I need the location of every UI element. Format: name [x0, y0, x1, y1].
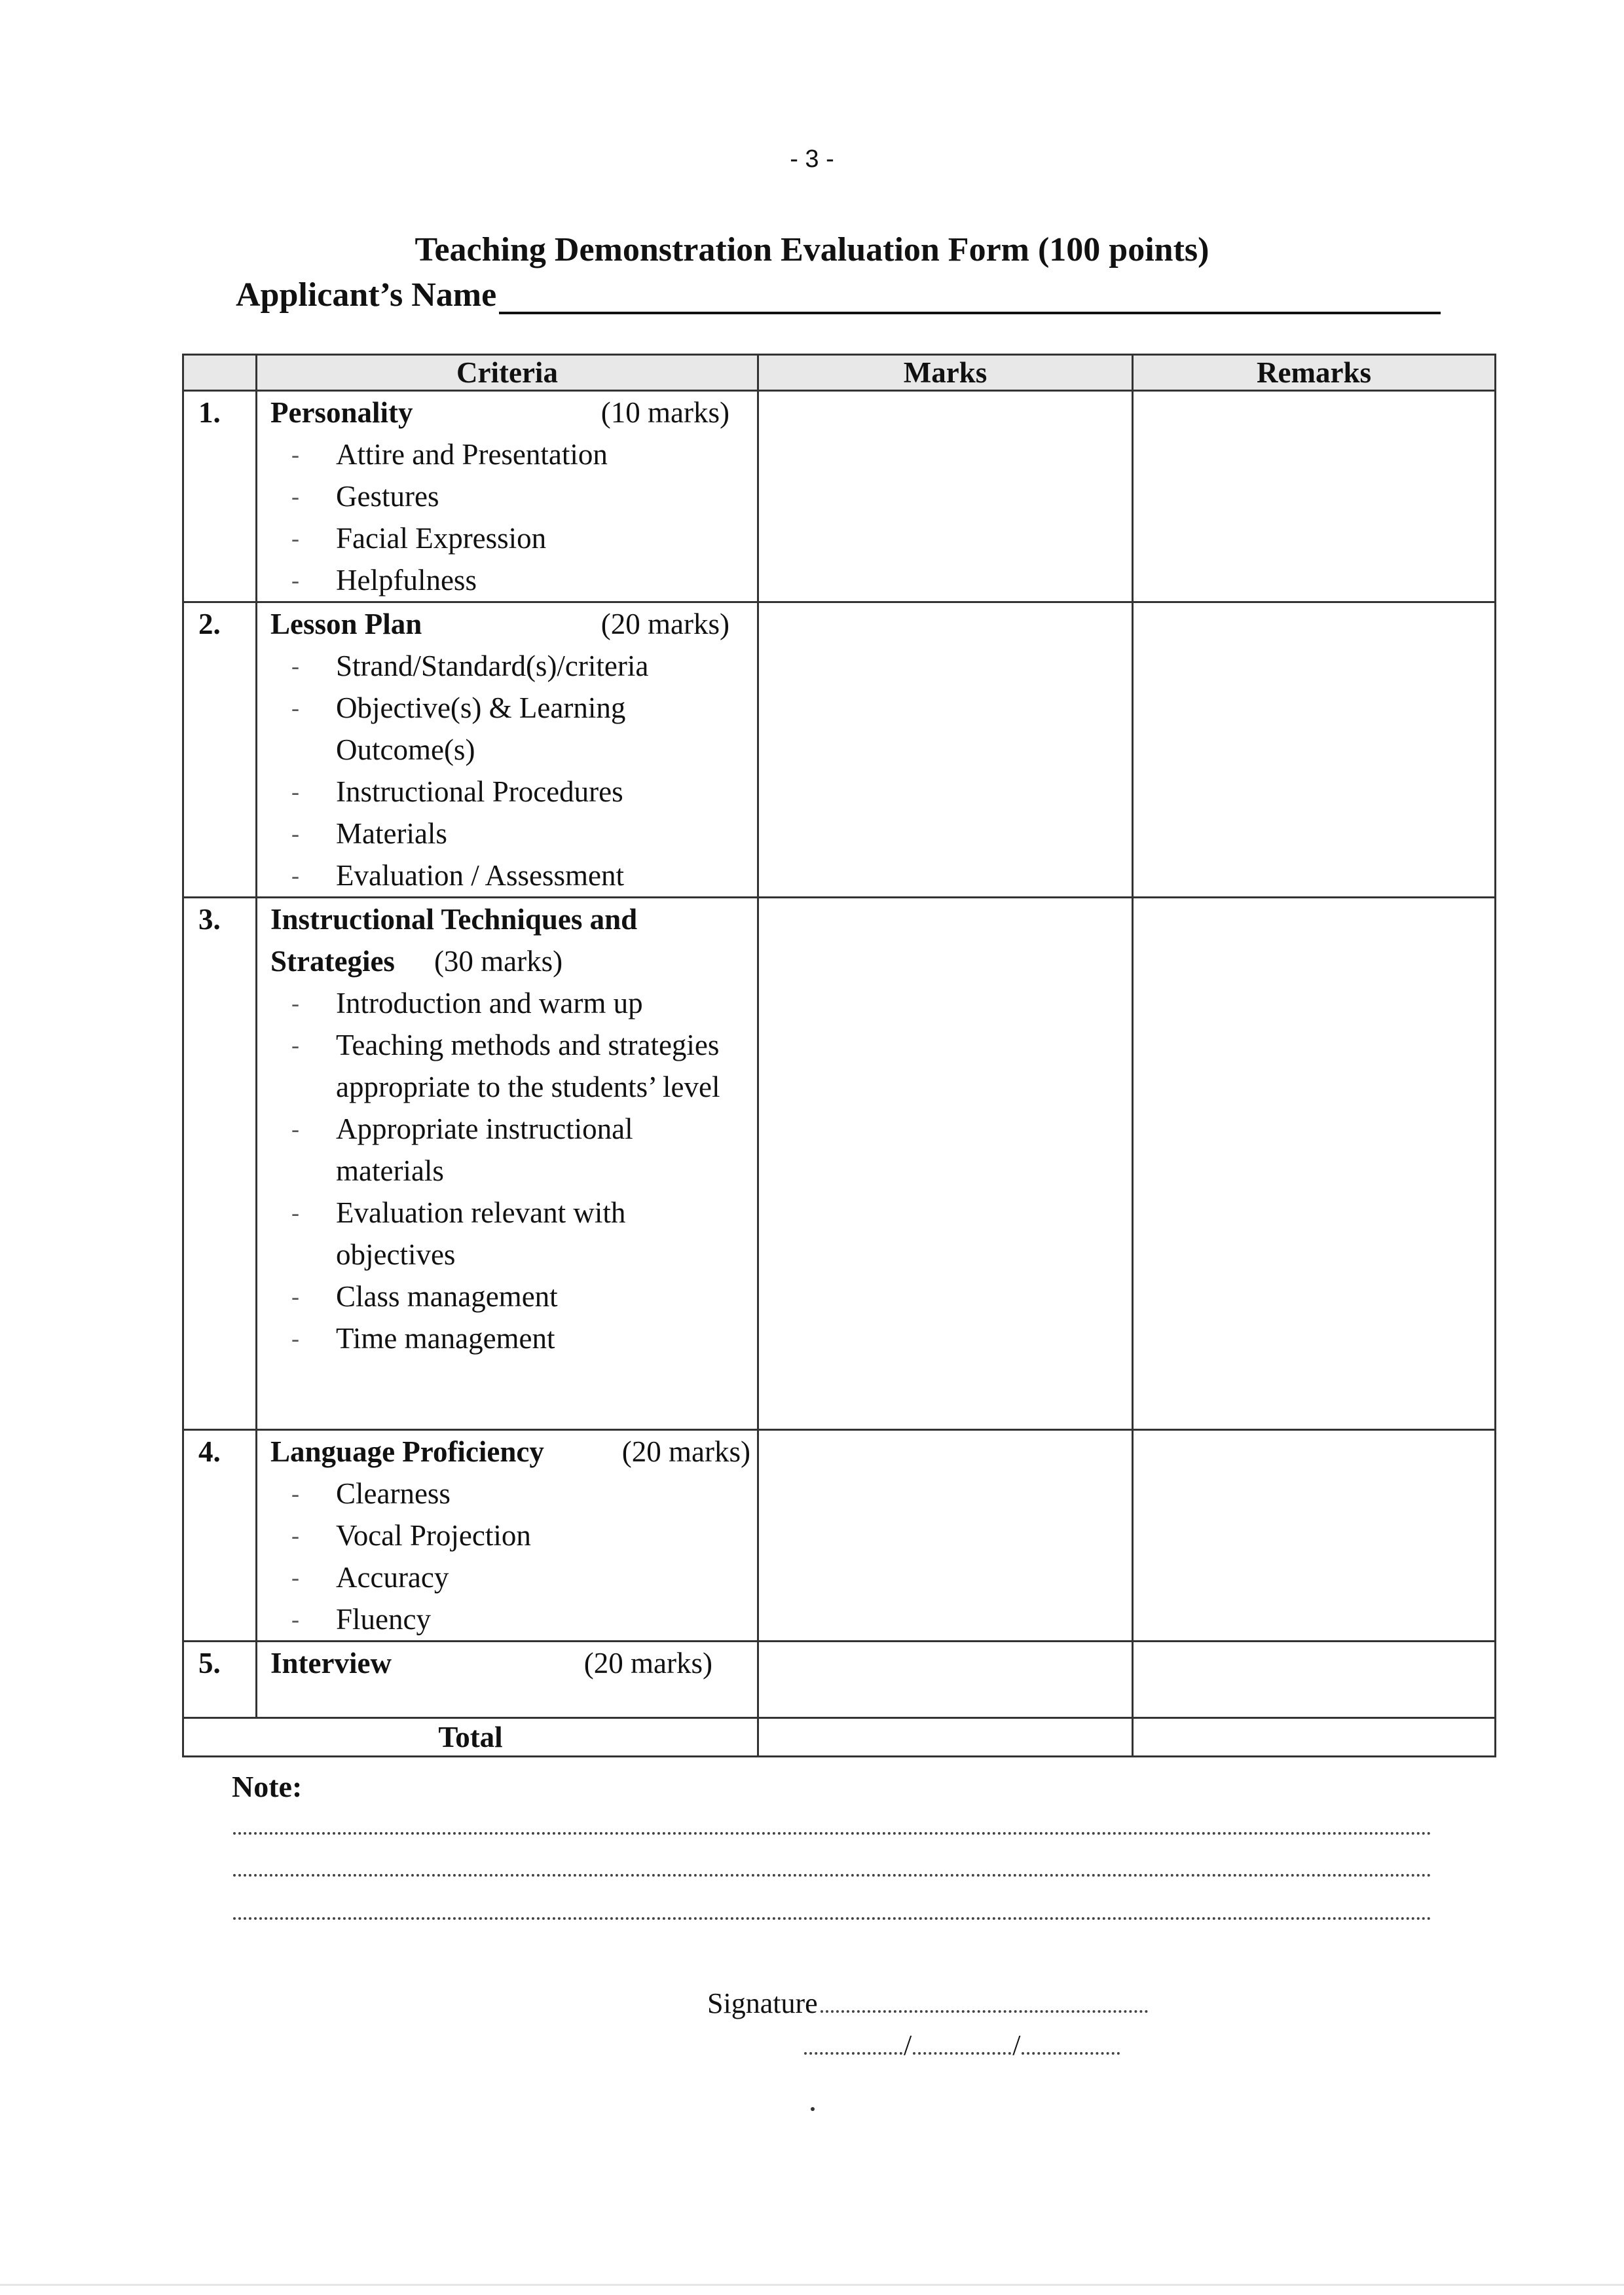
note-line[interactable] — [233, 1832, 1431, 1835]
criteria-subitem: - Attire and Presentation — [336, 433, 750, 475]
header-number — [183, 355, 257, 391]
criteria-subitem: - Materials — [336, 813, 750, 854]
criteria-name-continued: Strategies — [270, 945, 395, 978]
marks-cell[interactable] — [758, 1430, 1133, 1642]
criteria-subitem: - Evaluation / Assessment — [336, 854, 750, 896]
criteria-cell — [257, 898, 758, 1430]
total-row — [183, 1718, 1496, 1757]
date-day-field[interactable] — [804, 2029, 902, 2055]
header-remarks: Remarks — [1133, 355, 1496, 391]
marks-cell[interactable] — [758, 898, 1133, 1430]
note-line[interactable] — [233, 1874, 1431, 1877]
note-line[interactable] — [233, 1917, 1431, 1920]
criteria-subitem: - Clearness — [336, 1473, 750, 1515]
criteria-cell — [257, 1642, 758, 1718]
date-month-field[interactable] — [913, 2029, 1011, 2055]
total-remarks-cell[interactable] — [1133, 1718, 1496, 1757]
criteria-subitem: - Fluency — [336, 1598, 750, 1640]
criteria-subitem: - Vocal Projection — [336, 1515, 750, 1556]
stray-mark — [811, 2107, 815, 2111]
form-title: Teaching Demonstration Evaluation Form (100 points) — [415, 231, 1209, 268]
criteria-name: Language Proficiency — [270, 1435, 544, 1468]
criteria-subitem: - Helpfulness — [336, 559, 750, 601]
criteria-marks: (20 marks) — [600, 608, 729, 640]
applicant-name-row — [236, 275, 1441, 314]
remarks-cell[interactable] — [1133, 1430, 1496, 1642]
table-row — [183, 602, 1496, 898]
criteria-subitem: - Appropriate instructional materials — [336, 1108, 724, 1192]
table-row — [183, 898, 1496, 1430]
row-number: 1. — [183, 391, 257, 602]
criteria-marks: (30 marks) — [434, 945, 563, 978]
row-number: 3. — [183, 898, 257, 1430]
criteria-subitem: - Strand/Standard(s)/criteria — [336, 645, 750, 687]
criteria-subitem: - Time management — [336, 1317, 724, 1359]
criteria-subitem: - Gestures — [336, 475, 750, 517]
date-row — [804, 2029, 1120, 2062]
criteria-cell — [257, 602, 758, 898]
remarks-cell[interactable] — [1133, 391, 1496, 602]
criteria-subitem: - Objective(s) & Learning Outcome(s) — [336, 687, 750, 771]
remarks-cell[interactable] — [1133, 1642, 1496, 1718]
applicant-name-field[interactable] — [499, 275, 1441, 314]
criteria-cell — [257, 391, 758, 602]
table-row — [183, 1430, 1496, 1642]
marks-cell[interactable] — [758, 1642, 1133, 1718]
table-header-row — [183, 355, 1496, 391]
evaluation-table — [182, 354, 1496, 1757]
date-separator: / — [904, 2029, 912, 2061]
date-separator: / — [1012, 2029, 1021, 2061]
signature-label: Signature — [707, 1987, 818, 2019]
criteria-marks: (10 marks) — [600, 396, 729, 429]
row-number: 2. — [183, 602, 257, 898]
criteria-name: Instructional Techniques and — [270, 903, 638, 936]
scan-edge — [0, 2284, 1624, 2286]
note-label: Note: — [232, 1770, 303, 1803]
remarks-cell[interactable] — [1133, 602, 1496, 898]
marks-cell[interactable] — [758, 391, 1133, 602]
remarks-cell[interactable] — [1133, 898, 1496, 1430]
criteria-marks: (20 marks) — [583, 1647, 712, 1680]
criteria-subitem: - Introduction and warm up — [336, 982, 724, 1024]
row-number: 4. — [183, 1430, 257, 1642]
criteria-subitem: - Instructional Procedures — [336, 771, 750, 813]
page-number: - 3 - — [790, 145, 834, 173]
criteria-subitem: - Accuracy — [336, 1556, 750, 1598]
criteria-subitem: - Evaluation relevant with objectives — [336, 1192, 724, 1276]
signature-field[interactable] — [821, 1984, 1148, 2013]
marks-cell[interactable] — [758, 602, 1133, 898]
table-row — [183, 391, 1496, 602]
criteria-name: Personality — [270, 396, 413, 429]
header-criteria: Criteria — [257, 355, 758, 391]
criteria-subitem: - Teaching methods and strategies appropriate to the students’ level — [336, 1024, 724, 1108]
applicant-name-label: Applicant’s Name — [236, 276, 497, 314]
criteria-subitem: - Class management — [336, 1276, 724, 1317]
row-number: 5. — [183, 1642, 257, 1718]
date-year-field[interactable] — [1022, 2029, 1120, 2055]
criteria-name: Lesson Plan — [270, 608, 422, 640]
criteria-cell — [257, 1430, 758, 1642]
total-label: Total — [183, 1718, 758, 1757]
criteria-subitem: - Facial Expression — [336, 517, 750, 559]
signature-row — [707, 1984, 1148, 2020]
criteria-marks: (20 marks) — [621, 1435, 750, 1468]
total-marks-cell[interactable] — [758, 1718, 1133, 1757]
criteria-name: Interview — [270, 1647, 392, 1680]
header-marks: Marks — [758, 355, 1133, 391]
table-row — [183, 1642, 1496, 1718]
